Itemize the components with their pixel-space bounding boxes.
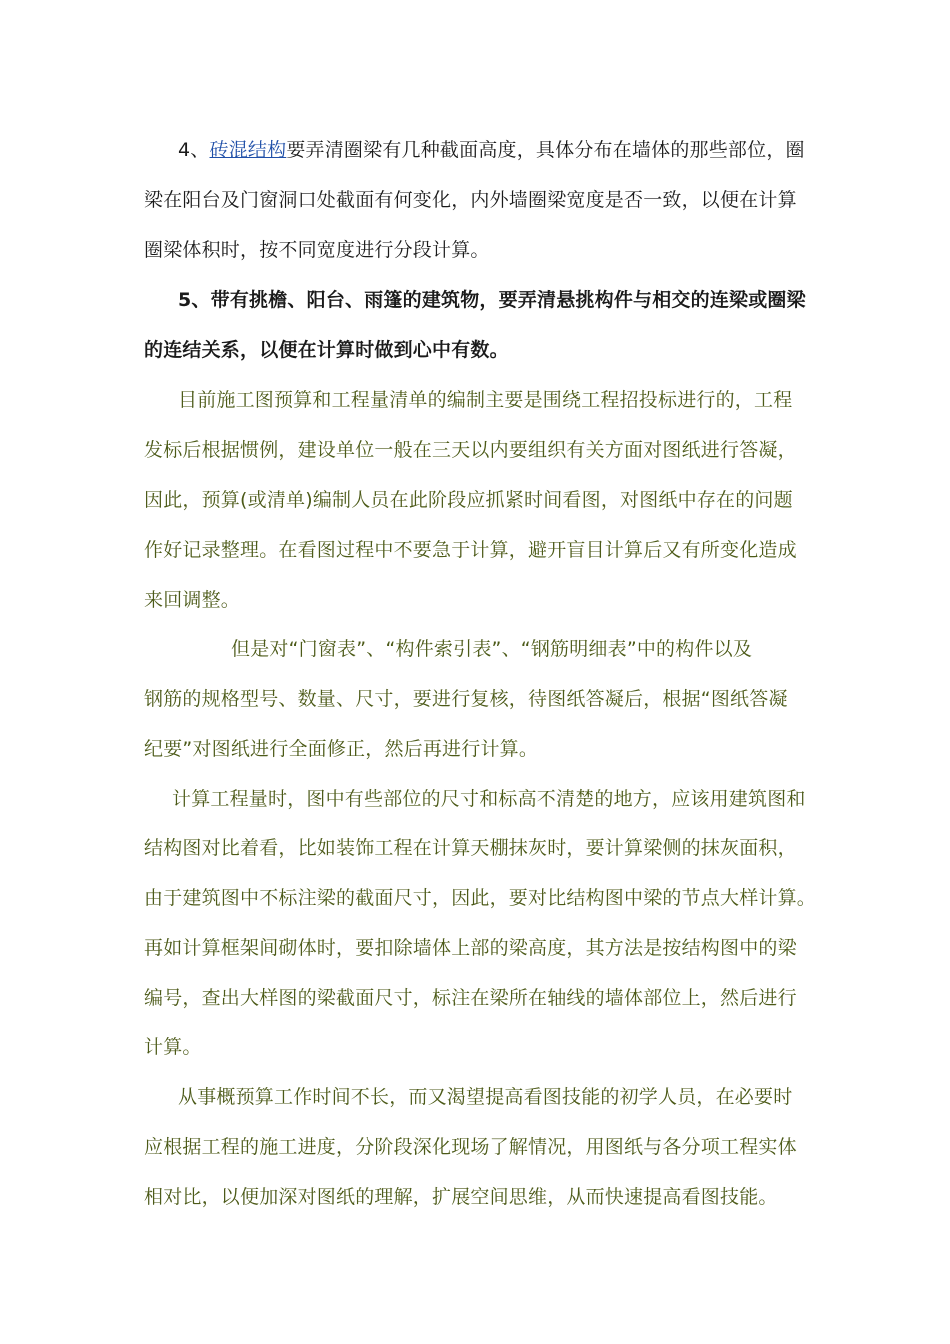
para8-line5: 编号，查出大样图的梁截面尺寸，标注在梁所在轴线的墙体部位上，然后进行: [144, 987, 797, 1009]
para6-line3: 因此，预算(或清单)编制人员在此阶段应抓紧时间看图，对图纸中存在的问题: [144, 489, 793, 511]
para8-line1: 计算工程量时，图中有些部位的尺寸和标高不清楚的地方，应该用建筑图和: [172, 788, 806, 810]
para6-line1: 目前施工图预算和工程量清单的编制主要是围绕工程招投标进行的，工程: [178, 389, 793, 411]
para7-line2: 钢筋的规格型号、数量、尺寸，要进行复核，待图纸答凝后，根据“图纸答凝: [144, 688, 788, 710]
para8-line3: 由于建筑图中不标注梁的截面尺寸，因此，要对比结构图中梁的节点大样计算。: [144, 887, 817, 909]
para4-line2: 梁在阳台及门窗洞口处截面有何变化，内外墙圈梁宽度是否一致，以便在计算: [144, 189, 797, 211]
para6-line2: 发标后根据惯例，建设单位一般在三天以内要组织有关方面对图纸进行答凝，: [144, 439, 797, 461]
para5-line1: 5、带有挑檐、阳台、雨篷的建筑物，要弄清悬挑构件与相交的连梁或圈梁: [178, 289, 806, 311]
para4-line3: 圈梁体积时，按不同宽度进行分段计算。: [144, 239, 490, 261]
para8-line4: 再如计算框架间砌体时，要扣除墙体上部的梁高度，其方法是按结构图中的梁: [144, 937, 797, 959]
para9-line3: 相对比，以便加深对图纸的理解，扩展空间思维，从而快速提高看图技能。: [144, 1186, 778, 1208]
para6-line5: 来回调整。: [144, 589, 241, 611]
para9-line1: 从事概预算工作时间不长，而又渴望提高看图技能的初学人员，在必要时: [178, 1086, 793, 1108]
para6-line4: 作好记录整理。在看图过程中不要急于计算，避开盲目计算后又有所变化造成: [144, 539, 797, 561]
para4-prefix: 4、: [178, 139, 210, 161]
para8-line2: 结构图对比着看，比如装饰工程在计算天棚抹灰时，要计算梁侧的抹灰面积，: [144, 837, 797, 859]
para7-line3: 纪要”对图纸进行全面修正，然后再进行计算。: [144, 738, 539, 760]
para5-line2: 的连结关系，以便在计算时做到心中有数。: [144, 339, 509, 361]
para7-line1: 但是对“门窗表”、“构件索引表”、“钢筋明细表”中的构件以及: [231, 638, 753, 660]
para4-line1-rest: 要弄清圈梁有几种截面高度，具体分布在墙体的那些部位，圈: [286, 139, 805, 161]
para4-line1: [178, 138, 805, 162]
para8-line6: 计算。: [144, 1036, 202, 1058]
brick-concrete-structure-link[interactable]: 砖混结构: [209, 139, 287, 161]
para9-line2: 应根据工程的施工进度，分阶段深化现场了解情况，用图纸与各分项工程实体: [144, 1136, 797, 1158]
